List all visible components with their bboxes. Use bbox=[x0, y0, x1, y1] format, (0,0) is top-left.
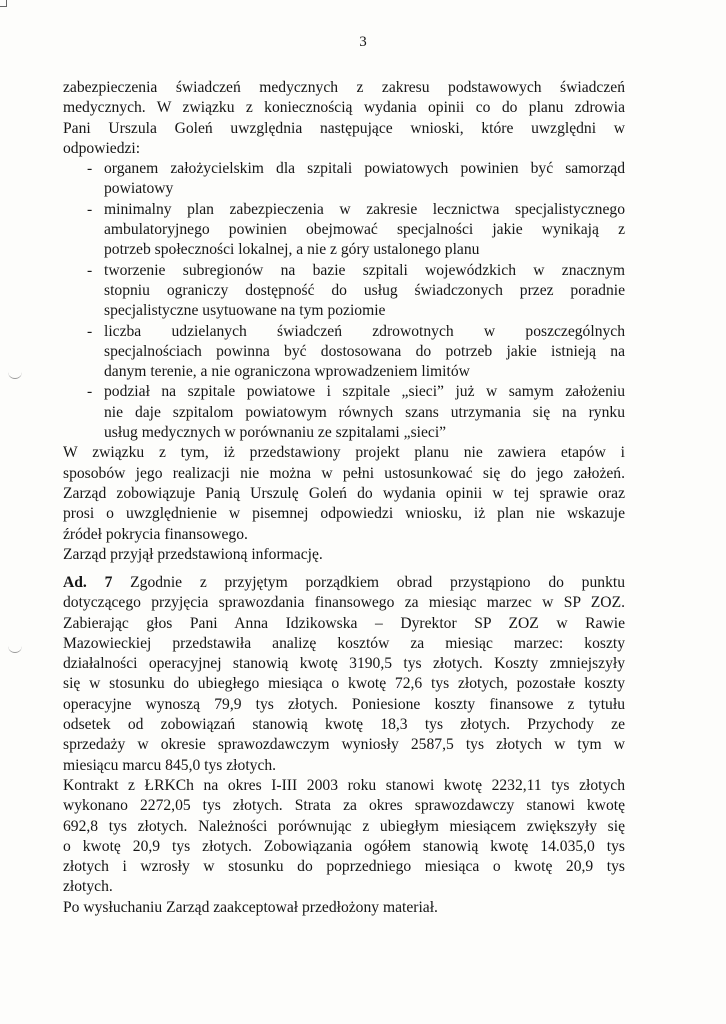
text-line: usług medycznych w porównaniu ze szpitalami „sieci” bbox=[104, 424, 447, 442]
text-line: nie daje szpitalom powiatowym równych szans utrzymania się na rynku bbox=[104, 403, 625, 421]
bullet-dash: - bbox=[87, 261, 93, 279]
text-line: o kwotę 20,9 tys złotych. Zobowiązania ogółem stanowią kwotę 14.035,0 tys bbox=[63, 837, 625, 855]
list-item bbox=[63, 382, 625, 443]
text-line: liczba udzielanych świadczeń zdrowotnych w poszczególnych bbox=[104, 322, 625, 340]
heading-line-text: Zgodnie z przyjętym porządkiem obrad przystąpiono do punktu bbox=[112, 574, 625, 591]
text-line: W związku z tym, iż przedstawiony projekt planu nie zawiera etapów i bbox=[63, 444, 625, 462]
section-heading: Ad. 7 bbox=[63, 574, 113, 591]
paragraph bbox=[63, 78, 625, 139]
text-line: działalności operacyjnej stanowią kwotę 3190,5 tys złotych. Koszty zmniejszyły bbox=[63, 655, 625, 673]
text-line: Zabierając głos Pani Anna Idzikowska – Dyrektor SP ZOZ w Rawie bbox=[63, 614, 625, 632]
margin-hole-mark bbox=[8, 368, 22, 379]
text-line: Zarząd zobowiązuje Panią Urszulę Goleń do wydania opinii w tej sprawie oraz bbox=[63, 484, 625, 502]
text-line: specjalnościach powinna być dostosowana do potrzeb jakie istnieją na bbox=[104, 342, 625, 360]
text-line: tworzenie subregionów na bazie szpitali wojewódzkich w znacznym bbox=[104, 261, 625, 279]
text-line: się w stosunku do ubiegłego miesiąca o kwotę 72,6 tys złotych, pozostałe koszty bbox=[63, 675, 625, 693]
list-item bbox=[63, 261, 625, 322]
requests-list bbox=[63, 159, 625, 443]
text-line: ambulatoryjnego powinien obejmować specjalności jakie wynikają z bbox=[104, 221, 625, 239]
text-line: Mazowieckiej przedstawiła analizę kosztów za miesiąc marzec: koszty bbox=[63, 634, 625, 652]
list-item bbox=[63, 200, 625, 261]
page-number: 3 bbox=[359, 34, 367, 50]
text-line: Pani Urszula Goleń uwzględnia następujące wnioski, które uwzględni w bbox=[63, 119, 625, 137]
text-line: operacyjne wynoszą 79,9 tys złotych. Poniesione koszty finansowe z tytułu bbox=[63, 695, 625, 713]
text-line: odsetek od zobowiązań stanowią kwotę 18,3 tys złotych. Przychody ze bbox=[63, 716, 625, 734]
text-line: minimalny plan zabezpieczenia w zakresie lecznictwa specjalistycznego bbox=[104, 200, 625, 218]
section-plan-opinion bbox=[63, 78, 625, 565]
list-item bbox=[63, 322, 625, 383]
paragraph-end bbox=[63, 525, 625, 566]
text-line: zabezpieczenia świadczeń medycznych z zakresu podstawowych świadczeń bbox=[63, 79, 625, 96]
paragraph bbox=[63, 573, 625, 756]
text-line: sposobów jego realizacji nie można w pełni ustosunkować się do jego założeń. bbox=[63, 464, 625, 482]
paragraph-end bbox=[63, 139, 625, 159]
text-line: medycznych. W związku z koniecznością wydania opinii co do planu zdrowia bbox=[63, 99, 625, 117]
bullet-dash: - bbox=[87, 160, 93, 178]
text-line: złotych. bbox=[63, 878, 113, 896]
text-line: Kontrakt z ŁRKCh na okres I-III 2003 roku stanowi kwotę 2232,11 tys złotych bbox=[63, 776, 625, 794]
bullet-dash: - bbox=[87, 383, 93, 401]
text-line: źródeł pokrycia finansowego. bbox=[63, 525, 248, 543]
text-line bbox=[63, 573, 625, 593]
text-line: danym terenie, a nie ograniczona wprowadzeniem limitów bbox=[104, 363, 470, 381]
text-line: specjalistyczne usytuowane na tym poziomie bbox=[104, 302, 386, 320]
section-ad-7 bbox=[63, 573, 625, 918]
text-line: powiatowy bbox=[104, 180, 174, 198]
list-item bbox=[63, 159, 625, 200]
text-line: miesiącu marcu 845,0 tys złotych. bbox=[63, 756, 277, 774]
margin-hole-mark bbox=[8, 642, 22, 653]
text-line: 692,8 tys złotych. Należności porównując z ubiegłym miesiącem zwiększyły się bbox=[63, 817, 625, 835]
text-line: prosi o uwzględnienie w pisemnej odpowiedzi wniosku, iż plan nie wskazuje bbox=[63, 505, 625, 523]
text-line: wykonano 2272,05 tys złotych. Strata za okres sprawozdawczy stanowi kwotę bbox=[63, 797, 625, 815]
text-line: dotyczącego przyjęcia sprawozdania finansowego za miesiąc marzec w SP ZOZ. bbox=[63, 594, 625, 612]
text-line: odpowiedzi: bbox=[63, 139, 141, 157]
text-line: Zarząd przyjął przedstawioną informację. bbox=[63, 545, 323, 563]
text-line: organem założycielskim dla szpitali powiatowych powinien być samorząd bbox=[104, 160, 625, 178]
bullet-dash: - bbox=[87, 322, 93, 340]
bullet-dash: - bbox=[87, 200, 93, 218]
text-line: potrzeb społeczności lokalnej, a nie z góry ustalonego planu bbox=[104, 241, 480, 259]
text-line: stopniu ograniczy dostępność do usług świadczonych przez poradnie bbox=[104, 281, 625, 299]
paragraph bbox=[63, 443, 625, 524]
text-line: złotych i wzrosły w stosunku do poprzedniego miesiąca o kwotę 20,9 tys bbox=[63, 858, 625, 876]
text-line: sprzedaży w okresie sprawozdawczym wyniosły 2587,5 tys złotych w tym w bbox=[63, 736, 625, 754]
scan-corner-mark bbox=[0, 0, 7, 7]
text-line: podział na szpitale powiatowe i szpitale „sieci” już w samym założeniu bbox=[104, 383, 625, 401]
text-line: Po wysłuchaniu Zarząd zaakceptował przedłożony materiał. bbox=[63, 898, 438, 916]
paragraph bbox=[63, 776, 625, 877]
